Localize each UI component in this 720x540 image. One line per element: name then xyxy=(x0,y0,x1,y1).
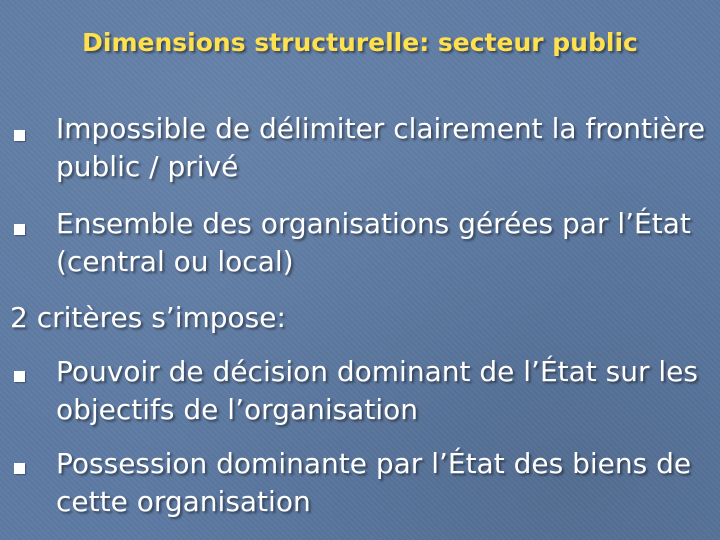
bullet-item: Impossible de délimiter clairement la frontière public / privé xyxy=(56,112,706,183)
slide-title: Dimensions structurelle: secteur public xyxy=(82,28,638,57)
bullet-square-icon xyxy=(14,371,25,382)
bullet-square-icon xyxy=(14,130,25,141)
bullet-square-icon xyxy=(14,463,25,474)
bullet-item: Possession dominante par l’État des biens de cette organisation xyxy=(56,447,692,518)
bullet-item: Ensemble des organisations gérées par l’État (central ou local) xyxy=(56,207,691,278)
criteria-heading: 2 critères s’impose: xyxy=(10,301,286,334)
bullet-square-icon xyxy=(14,224,25,235)
bullet-item: Pouvoir de décision dominant de l’État sur les objectifs de l’organisation xyxy=(56,355,698,426)
